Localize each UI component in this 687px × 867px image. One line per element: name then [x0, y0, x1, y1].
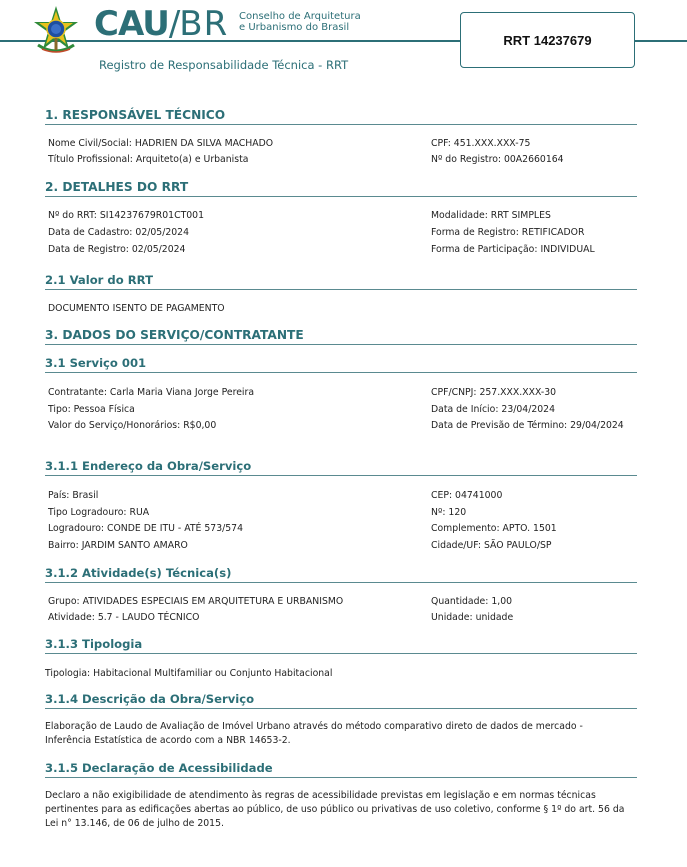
- numero-endereco: Nº: 120: [431, 507, 467, 518]
- numero-registro: Nº do Registro: 00A2660164: [431, 154, 564, 165]
- declaracao-text: Declaro a não exigibilidade de atendimento às regras de acessibilidade previstas em legislação e em normas técnicas pertinentes para as edificações abertas ao público, de uso público ou privativas de uso coletivo, conforme § 1º do art. 56 da Lei n° 13.146, de 06 de julho de 2015.: [45, 790, 625, 829]
- section-atividades-tecnicas: 3.1.2 Atividade(s) Técnica(s): [45, 566, 637, 583]
- cpf: CPF: 451.XXX.XXX-75: [431, 138, 531, 149]
- tipologia-text: Tipologia: Habitacional Multifamiliar ou Conjunto Habitacional: [45, 668, 333, 679]
- logradouro: Logradouro: CONDE DE ITU - ATÉ 573/574: [48, 523, 243, 534]
- complemento: Complemento: APTO. 1501: [431, 523, 557, 534]
- contratante: Contratante: Carla Maria Viana Jorge Pereira: [48, 387, 255, 398]
- cidade-uf: Cidade/UF: SÃO PAULO/SP: [431, 540, 552, 551]
- forma-registro: Forma de Registro: RETIFICADOR: [431, 227, 585, 238]
- cau-br-logo: CAU/BR: [94, 4, 229, 44]
- descricao-text: Elaboração de Laudo de Avaliação de Imóvel Urbano através do método comparativo direto de dados de mercado - Inferência Estatística de acordo com a NBR 14653-2.: [45, 721, 583, 746]
- numero-rrt: Nº do RRT: SI14237679R01CT001: [48, 210, 204, 221]
- valor-servico: Valor do Serviço/Honorários: R$0,00: [48, 420, 217, 431]
- nome-civil: Nome Civil/Social: HADRIEN DA SILVA MACHADO: [48, 138, 274, 149]
- section-tipologia: 3.1.3 Tipologia: [45, 637, 637, 654]
- cep: CEP: 04741000: [431, 490, 503, 501]
- forma-participacao: Forma de Participação: INDIVIDUAL: [431, 244, 595, 255]
- section-endereco-obra: 3.1.1 Endereço da Obra/Serviço: [45, 459, 637, 476]
- modalidade: Modalidade: RRT SIMPLES: [431, 210, 551, 221]
- council-name: Conselho de Arquitetura e Urbanismo do Brasil: [239, 11, 361, 33]
- quantidade: Quantidade: 1,00: [431, 596, 513, 607]
- section-servico-001: 3.1 Serviço 001: [45, 356, 637, 373]
- section-responsavel-tecnico: 1. RESPONSÁVEL TÉCNICO: [45, 108, 637, 125]
- data-inicio: Data de Início: 23/04/2024: [431, 404, 556, 415]
- data-registro: Data de Registro: 02/05/2024: [48, 244, 186, 255]
- data-cadastro: Data de Cadastro: 02/05/2024: [48, 227, 189, 238]
- cpf-cnpj: CPF/CNPJ: 257.XXX.XXX-30: [431, 387, 557, 398]
- bairro: Bairro: JARDIM SANTO AMARO: [48, 540, 188, 551]
- section-declaracao-acessibilidade: 3.1.5 Declaração de Acessibilidade: [45, 761, 637, 778]
- unidade: Unidade: unidade: [431, 612, 514, 623]
- grupo-atividade: Grupo: ATIVIDADES ESPECIAIS EM ARQUITETURA E URBANISMO: [48, 596, 344, 607]
- section-valor-rrt: 2.1 Valor do RRT: [45, 273, 637, 290]
- tipo-pessoa: Tipo: Pessoa Física: [48, 404, 135, 415]
- section-dados-servico: 3. DADOS DO SERVIÇO/CONTRATANTE: [45, 328, 637, 345]
- pais: País: Brasil: [48, 490, 99, 501]
- section-descricao-obra: 3.1.4 Descrição da Obra/Serviço: [45, 692, 637, 709]
- titulo-profissional: Título Profissional: Arquiteto(a) e Urbanista: [48, 154, 249, 165]
- rrt-number-box: RRT 14237679: [460, 12, 635, 68]
- section-detalhes-rrt: 2. DETALHES DO RRT: [45, 180, 637, 197]
- valor-rrt-text: DOCUMENTO ISENTO DE PAGAMENTO: [48, 303, 225, 314]
- brasil-coat-of-arms-icon: [30, 5, 82, 57]
- data-previsao-termino: Data de Previsão de Término: 29/04/2024: [431, 420, 624, 431]
- tipo-logradouro: Tipo Logradouro: RUA: [48, 507, 150, 518]
- atividade: Atividade: 5.7 - LAUDO TÉCNICO: [48, 612, 200, 623]
- document-subtitle: Registro de Responsabilidade Técnica - RRT: [99, 58, 349, 72]
